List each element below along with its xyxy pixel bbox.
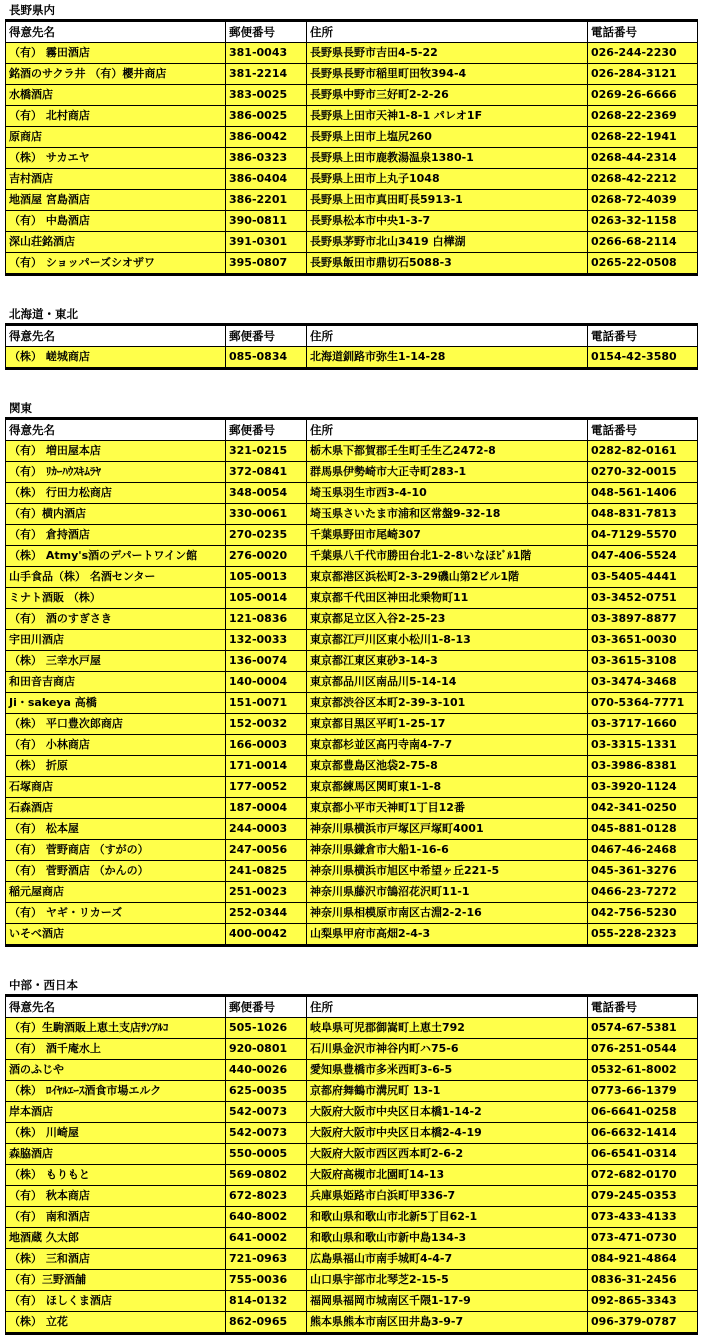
table-row (6, 148, 698, 169)
table-row (6, 756, 698, 777)
cell-phone: 045-361-3276 (588, 861, 698, 882)
cell-address: 東京都杉並区高円寺南4-7-7 (307, 735, 588, 756)
cell-zip: 721-0963 (226, 1249, 307, 1270)
table-row (6, 777, 698, 798)
store-table (5, 994, 698, 1335)
region-title: 長野県内 (9, 3, 55, 17)
cell-address: 長野県茅野市北山3419 白樺湖 (307, 232, 588, 253)
cell-phone: 04-7129-5570 (588, 525, 698, 546)
table-row (6, 861, 698, 882)
cell-phone: 072-682-0170 (588, 1165, 698, 1186)
table-row (6, 588, 698, 609)
cell-name: （有） 増田屋本店 (6, 441, 226, 462)
table-row (6, 106, 698, 127)
cell-phone: 084-921-4864 (588, 1249, 698, 1270)
cell-name: 地酒蔵 久太郎 (6, 1228, 226, 1249)
cell-phone: 0268-22-1941 (588, 127, 698, 148)
cell-phone: 0268-72-4039 (588, 190, 698, 211)
cell-phone: 03-3717-1660 (588, 714, 698, 735)
cell-name: 石森酒店 (6, 798, 226, 819)
cell-address: 長野県上田市上塩尻260 (307, 127, 588, 148)
cell-name: ミナト酒販 （株） (6, 588, 226, 609)
cell-phone: 076-251-0544 (588, 1039, 698, 1060)
table-row (6, 85, 698, 106)
cell-zip: 542-0073 (226, 1102, 307, 1123)
table-row (6, 1102, 698, 1123)
cell-name: （有） ﾘｶｰﾊｳｽｷﾑﾗﾔ (6, 462, 226, 483)
cell-address: 東京都足立区入谷2-25-23 (307, 609, 588, 630)
table-row (6, 441, 698, 462)
cell-name: いそべ酒店 (6, 924, 226, 946)
cell-zip: 251-0023 (226, 882, 307, 903)
column-header-address: 住所 (307, 419, 588, 441)
cell-address: 神奈川県相模原市南区古淵2-2-16 (307, 903, 588, 924)
cell-name: 地酒屋 宮島酒店 (6, 190, 226, 211)
cell-phone: 026-244-2230 (588, 43, 698, 64)
region-title: 関東 (9, 401, 32, 415)
cell-phone: 096-379-0787 (588, 1312, 698, 1334)
cell-zip: 381-0043 (226, 43, 307, 64)
cell-zip: 321-0215 (226, 441, 307, 462)
cell-phone: 03-5405-4441 (588, 567, 698, 588)
table-row (6, 693, 698, 714)
cell-zip: 187-0004 (226, 798, 307, 819)
cell-name: 和田音吉商店 (6, 672, 226, 693)
table-row (6, 1018, 698, 1039)
table-row (6, 1249, 698, 1270)
table-row (6, 64, 698, 85)
cell-name: （有） 南和酒店 (6, 1207, 226, 1228)
table-row (6, 253, 698, 275)
table-row (6, 483, 698, 504)
cell-zip: 386-0404 (226, 169, 307, 190)
column-header-name: 得意先名 (6, 21, 226, 43)
cell-phone: 042-341-0250 (588, 798, 698, 819)
cell-name: （株） 川崎屋 (6, 1123, 226, 1144)
cell-zip: 383-0025 (226, 85, 307, 106)
table-row (6, 504, 698, 525)
cell-phone: 092-865-3343 (588, 1291, 698, 1312)
cell-name: 山手食品（株） 名酒センター (6, 567, 226, 588)
cell-zip: 330-0061 (226, 504, 307, 525)
cell-zip: 814-0132 (226, 1291, 307, 1312)
cell-zip: 386-0025 (226, 106, 307, 127)
cell-zip: 400-0042 (226, 924, 307, 946)
cell-phone: 0270-32-0015 (588, 462, 698, 483)
cell-phone: 0574-67-5381 (588, 1018, 698, 1039)
cell-address: 山口県宇部市北琴芝2-15-5 (307, 1270, 588, 1291)
cell-name: 水橋酒店 (6, 85, 226, 106)
table-row (6, 232, 698, 253)
cell-address: 和歌山県和歌山市新中島134-3 (307, 1228, 588, 1249)
table-row (6, 1165, 698, 1186)
cell-zip: 640-8002 (226, 1207, 307, 1228)
cell-name: （株） 三幸水戸屋 (6, 651, 226, 672)
table-row (6, 546, 698, 567)
cell-name: （株） Atmy's酒のデパートワイン館 (6, 546, 226, 567)
cell-zip: 247-0056 (226, 840, 307, 861)
cell-address: 長野県松本市中央1-3-7 (307, 211, 588, 232)
column-header-phone: 電話番号 (588, 996, 698, 1018)
column-header-zip: 郵便番号 (226, 325, 307, 347)
table-row (6, 924, 698, 946)
table-row (6, 1144, 698, 1165)
table-header-row (6, 21, 698, 43)
cell-address: 大阪府大阪市中央区日本橋1-14-2 (307, 1102, 588, 1123)
cell-phone: 0836-31-2456 (588, 1270, 698, 1291)
cell-phone: 03-3897-8877 (588, 609, 698, 630)
table-row (6, 190, 698, 211)
cell-zip: 542-0073 (226, 1123, 307, 1144)
region-title: 北海道・東北 (9, 307, 78, 321)
table-row (6, 1228, 698, 1249)
cell-zip: 348-0054 (226, 483, 307, 504)
cell-name: Ji・sakeya 高橋 (6, 693, 226, 714)
cell-phone: 03-3651-0030 (588, 630, 698, 651)
store-table (5, 417, 698, 947)
cell-address: 千葉県八千代市勝田台北1-2-8いなほﾋﾞﾙ1階 (307, 546, 588, 567)
cell-address: 福岡県福岡市城南区千隈1-17-9 (307, 1291, 588, 1312)
table-header-row (6, 419, 698, 441)
cell-phone: 045-881-0128 (588, 819, 698, 840)
cell-name: （有） ヤギ・リカーズ (6, 903, 226, 924)
table-row (6, 169, 698, 190)
cell-phone: 0269-26-6666 (588, 85, 698, 106)
cell-name: （株） 立花 (6, 1312, 226, 1334)
store-table (5, 19, 698, 276)
cell-zip: 862-0965 (226, 1312, 307, 1334)
cell-zip: 241-0825 (226, 861, 307, 882)
cell-address: 熊本県熊本市南区田井島3-9-7 (307, 1312, 588, 1334)
cell-phone: 073-471-0730 (588, 1228, 698, 1249)
column-header-phone: 電話番号 (588, 21, 698, 43)
table-row (6, 819, 698, 840)
cell-zip: 177-0052 (226, 777, 307, 798)
cell-phone: 047-406-5524 (588, 546, 698, 567)
cell-name: （有） 中島酒店 (6, 211, 226, 232)
cell-zip: 625-0035 (226, 1081, 307, 1102)
cell-address: 長野県中野市三好町2-2-26 (307, 85, 588, 106)
cell-address: 長野県上田市上丸子1048 (307, 169, 588, 190)
cell-phone: 0268-22-2369 (588, 106, 698, 127)
cell-name: （有） 酒のすぎさき (6, 609, 226, 630)
table-row (6, 1270, 698, 1291)
cell-address: 愛知県豊橋市多米西町3-6-5 (307, 1060, 588, 1081)
cell-zip: 166-0003 (226, 735, 307, 756)
cell-phone: 03-3615-3108 (588, 651, 698, 672)
cell-name: （有） ほしくま酒店 (6, 1291, 226, 1312)
cell-zip: 276-0020 (226, 546, 307, 567)
cell-name: （有） 小林商店 (6, 735, 226, 756)
column-header-name: 得意先名 (6, 419, 226, 441)
cell-address: 東京都渋谷区本町2-39-3-101 (307, 693, 588, 714)
cell-name: （有） 北村商店 (6, 106, 226, 127)
cell-name: （有） 酒千庵水上 (6, 1039, 226, 1060)
cell-phone: 03-3315-1331 (588, 735, 698, 756)
cell-address: 神奈川県横浜市戸塚区戸塚町4001 (307, 819, 588, 840)
cell-address: 兵庫県姫路市白浜町甲336-7 (307, 1186, 588, 1207)
cell-phone: 06-6641-0258 (588, 1102, 698, 1123)
cell-zip: 121-0836 (226, 609, 307, 630)
cell-address: 大阪府大阪市西区西本町2-6-2 (307, 1144, 588, 1165)
cell-zip: 569-0802 (226, 1165, 307, 1186)
cell-address: 東京都江東区東砂3-14-3 (307, 651, 588, 672)
cell-phone: 0467-46-2468 (588, 840, 698, 861)
table-row (6, 1207, 698, 1228)
cell-address: 栃木県下都賀郡壬生町壬生乙2472-8 (307, 441, 588, 462)
cell-zip: 252-0344 (226, 903, 307, 924)
cell-phone: 0265-22-0508 (588, 253, 698, 275)
table-row (6, 127, 698, 148)
cell-phone: 070-5364-7771 (588, 693, 698, 714)
table-row (6, 714, 698, 735)
table-row (6, 903, 698, 924)
cell-address: 東京都豊島区池袋2-75-8 (307, 756, 588, 777)
cell-name: （有） 霧田酒店 (6, 43, 226, 64)
cell-address: 神奈川県藤沢市鵠沼花沢町11-1 (307, 882, 588, 903)
cell-phone: 079-245-0353 (588, 1186, 698, 1207)
cell-address: 千葉県野田市尾崎307 (307, 525, 588, 546)
cell-address: 神奈川県鎌倉市大船1-16-6 (307, 840, 588, 861)
cell-zip: 440-0026 (226, 1060, 307, 1081)
cell-zip: 550-0005 (226, 1144, 307, 1165)
cell-phone: 0268-42-2212 (588, 169, 698, 190)
cell-address: 東京都千代田区神田北乗物町11 (307, 588, 588, 609)
cell-address: 和歌山県和歌山市北新5丁目62-1 (307, 1207, 588, 1228)
column-header-name: 得意先名 (6, 325, 226, 347)
cell-zip: 136-0074 (226, 651, 307, 672)
table-row (6, 1291, 698, 1312)
cell-name: 岸本酒店 (6, 1102, 226, 1123)
cell-phone: 0532-61-8002 (588, 1060, 698, 1081)
cell-phone: 03-3986-8381 (588, 756, 698, 777)
table-row (6, 462, 698, 483)
cell-name: 石塚商店 (6, 777, 226, 798)
cell-phone: 0773-66-1379 (588, 1081, 698, 1102)
cell-zip: 140-0004 (226, 672, 307, 693)
table-row (6, 211, 698, 232)
cell-phone: 03-3452-0751 (588, 588, 698, 609)
cell-zip: 641-0002 (226, 1228, 307, 1249)
cell-zip: 372-0841 (226, 462, 307, 483)
table-row (6, 798, 698, 819)
cell-address: 北海道釧路市弥生1-14-28 (307, 347, 588, 369)
table-row (6, 1081, 698, 1102)
cell-zip: 151-0071 (226, 693, 307, 714)
cell-address: 長野県長野市吉田4-5-22 (307, 43, 588, 64)
cell-zip: 132-0033 (226, 630, 307, 651)
cell-phone: 03-3474-3468 (588, 672, 698, 693)
cell-name: 深山荘銘酒店 (6, 232, 226, 253)
column-header-zip: 郵便番号 (226, 996, 307, 1018)
cell-phone: 0282-82-0161 (588, 441, 698, 462)
table-header-row (6, 325, 698, 347)
table-row (6, 43, 698, 64)
column-header-name: 得意先名 (6, 996, 226, 1018)
cell-name: （有） 秋本商店 (6, 1186, 226, 1207)
cell-address: 東京都品川区南品川5-14-14 (307, 672, 588, 693)
table-row (6, 840, 698, 861)
cell-name: （株） 平口豊次郎商店 (6, 714, 226, 735)
cell-name: （株） 折原 (6, 756, 226, 777)
cell-zip: 152-0032 (226, 714, 307, 735)
column-header-zip: 郵便番号 (226, 21, 307, 43)
cell-address: 東京都小平市天神町1丁目12番 (307, 798, 588, 819)
cell-name: （有）三野酒舗 (6, 1270, 226, 1291)
cell-phone: 03-3920-1124 (588, 777, 698, 798)
cell-zip: 386-2201 (226, 190, 307, 211)
cell-address: 東京都目黒区平町1-25-17 (307, 714, 588, 735)
cell-zip: 105-0014 (226, 588, 307, 609)
cell-zip: 920-0801 (226, 1039, 307, 1060)
cell-name: 酒のふじや (6, 1060, 226, 1081)
cell-address: 山梨県甲府市高畑2-4-3 (307, 924, 588, 946)
cell-name: （有） 倉持酒店 (6, 525, 226, 546)
cell-zip: 755-0036 (226, 1270, 307, 1291)
cell-phone: 073-433-4133 (588, 1207, 698, 1228)
cell-zip: 391-0301 (226, 232, 307, 253)
cell-name: （有） 菅野商店 （すがの） (6, 840, 226, 861)
cell-address: 石川県金沢市神谷内町ハ75-6 (307, 1039, 588, 1060)
cell-zip: 386-0323 (226, 148, 307, 169)
cell-phone: 048-561-1406 (588, 483, 698, 504)
cell-address: 群馬県伊勢崎市大正寺町283-1 (307, 462, 588, 483)
cell-address: 長野県飯田市鼎切石5088-3 (307, 253, 588, 275)
cell-address: 大阪府大阪市中央区日本橋2-4-19 (307, 1123, 588, 1144)
cell-name: 森脇酒店 (6, 1144, 226, 1165)
table-row (6, 1123, 698, 1144)
cell-zip: 390-0811 (226, 211, 307, 232)
cell-address: 岐阜県可児郡御嵩町上恵土792 (307, 1018, 588, 1039)
region-title: 中部・西日本 (9, 978, 78, 992)
cell-address: 大阪府高槻市北園町14-13 (307, 1165, 588, 1186)
cell-address: 長野県長野市稲里町田牧394-4 (307, 64, 588, 85)
cell-address: 神奈川県横浜市旭区中希望ヶ丘221-5 (307, 861, 588, 882)
cell-zip: 105-0013 (226, 567, 307, 588)
cell-zip: 386-0042 (226, 127, 307, 148)
table-row (6, 1060, 698, 1081)
cell-name: （株） 行田力松商店 (6, 483, 226, 504)
cell-zip: 672-8023 (226, 1186, 307, 1207)
cell-phone: 0154-42-3580 (588, 347, 698, 369)
cell-name: （有） ショッパーズシオザワ (6, 253, 226, 275)
cell-zip: 171-0014 (226, 756, 307, 777)
cell-phone: 06-6632-1414 (588, 1123, 698, 1144)
cell-zip: 244-0003 (226, 819, 307, 840)
table-row (6, 347, 698, 369)
cell-address: 東京都港区浜松町2-3-29磯山第2ビル1階 (307, 567, 588, 588)
cell-phone: 0466-23-7272 (588, 882, 698, 903)
table-row (6, 630, 698, 651)
cell-name: 銘酒のサクラ井 （有）櫻井商店 (6, 64, 226, 85)
table-row (6, 1039, 698, 1060)
table-row (6, 672, 698, 693)
cell-zip: 505-1026 (226, 1018, 307, 1039)
cell-zip: 381-2214 (226, 64, 307, 85)
column-header-address: 住所 (307, 325, 588, 347)
cell-phone: 0263-32-1158 (588, 211, 698, 232)
table-row (6, 1312, 698, 1334)
cell-address: 京都府舞鶴市溝尻町 13-1 (307, 1081, 588, 1102)
cell-address: 東京都江戸川区東小松川1-8-13 (307, 630, 588, 651)
cell-name: （株） サカエヤ (6, 148, 226, 169)
cell-name: 吉村酒店 (6, 169, 226, 190)
cell-name: （株） 三和酒店 (6, 1249, 226, 1270)
cell-zip: 395-0807 (226, 253, 307, 275)
column-header-address: 住所 (307, 21, 588, 43)
cell-phone: 048-831-7813 (588, 504, 698, 525)
table-row (6, 609, 698, 630)
cell-address: 長野県上田市真田町長5913-1 (307, 190, 588, 211)
table-header-row (6, 996, 698, 1018)
table-row (6, 567, 698, 588)
cell-name: （有）横内酒店 (6, 504, 226, 525)
cell-name: （有）生駒酒販上恵土支店ｻﾝｱﾙｺ (6, 1018, 226, 1039)
cell-phone: 0266-68-2114 (588, 232, 698, 253)
column-header-phone: 電話番号 (588, 419, 698, 441)
cell-phone: 06-6541-0314 (588, 1144, 698, 1165)
table-row (6, 1186, 698, 1207)
cell-name: 稲元屋商店 (6, 882, 226, 903)
cell-address: 埼玉県さいたま市浦和区常盤9-32-18 (307, 504, 588, 525)
cell-zip: 085-0834 (226, 347, 307, 369)
table-row (6, 525, 698, 546)
cell-phone: 026-284-3121 (588, 64, 698, 85)
table-row (6, 651, 698, 672)
cell-address: 東京都練馬区関町東1-1-8 (307, 777, 588, 798)
column-header-zip: 郵便番号 (226, 419, 307, 441)
cell-phone: 0268-44-2314 (588, 148, 698, 169)
cell-address: 埼玉県羽生市西3-4-10 (307, 483, 588, 504)
table-row (6, 882, 698, 903)
cell-name: （有） 菅野酒店 （かんの） (6, 861, 226, 882)
store-table (5, 323, 698, 370)
cell-name: 宇田川酒店 (6, 630, 226, 651)
column-header-phone: 電話番号 (588, 325, 698, 347)
column-header-address: 住所 (307, 996, 588, 1018)
cell-address: 長野県上田市鹿教湯温泉1380-1 (307, 148, 588, 169)
cell-address: 広島県福山市南手城町4-4-7 (307, 1249, 588, 1270)
table-row (6, 735, 698, 756)
cell-phone: 042-756-5230 (588, 903, 698, 924)
cell-phone: 055-228-2323 (588, 924, 698, 946)
cell-address: 長野県上田市天神1-8-1 パレオ1F (307, 106, 588, 127)
cell-name: （株） もりもと (6, 1165, 226, 1186)
cell-zip: 270-0235 (226, 525, 307, 546)
cell-name: （有） 松本屋 (6, 819, 226, 840)
cell-name: （株） 嵯城商店 (6, 347, 226, 369)
cell-name: 原商店 (6, 127, 226, 148)
cell-name: （株） ﾛｲﾔﾙｴｰｽ酒食市場エルク (6, 1081, 226, 1102)
